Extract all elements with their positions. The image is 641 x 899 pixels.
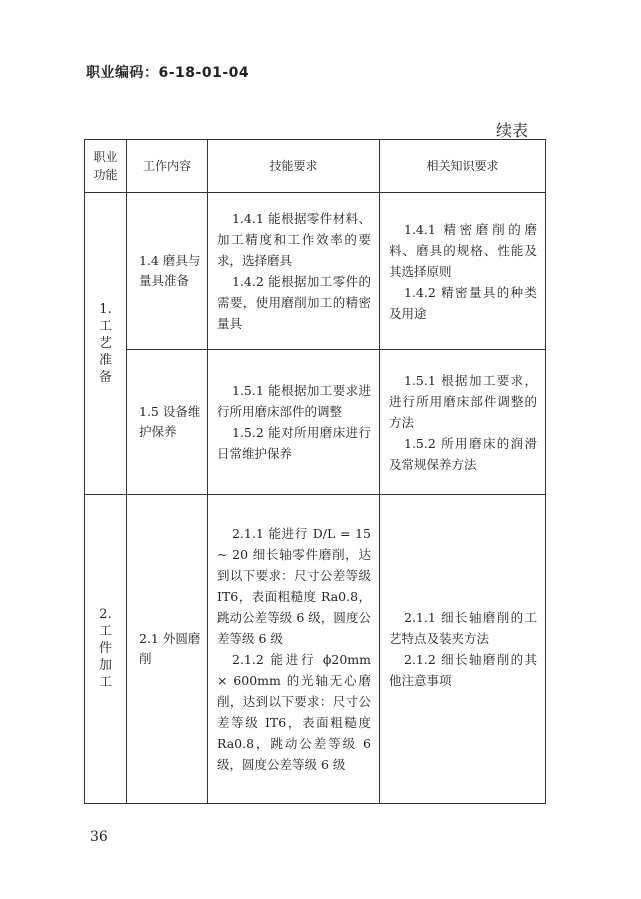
knowledge-item: 1.5.2 所用磨床的润滑及常规保养方法 <box>389 435 537 472</box>
skill-cell <box>208 350 380 495</box>
skill-requirements-table <box>84 139 546 804</box>
page-number: 36 <box>90 829 108 845</box>
header-work-content: 工作内容 <box>127 140 208 193</box>
function-cell-1 <box>85 193 127 495</box>
function-cell-2 <box>85 495 127 804</box>
header-skill-requirements: 技能要求 <box>208 140 380 193</box>
skill-item: 1.5.2 能对所用磨床进行日常维护保养 <box>217 425 371 461</box>
table-row <box>85 495 546 804</box>
function-number: 2. <box>99 607 112 622</box>
header-function: 职业 功能 <box>85 140 127 193</box>
table-header-row <box>85 140 546 193</box>
knowledge-cell <box>380 495 546 804</box>
knowledge-item: 1.5.1 根据加工要求，进行所用磨床部件调整的方法 <box>389 372 537 430</box>
knowledge-item: 2.1.1 细长轴磨削的工艺特点及装夹方法 <box>389 610 537 646</box>
skill-cell <box>208 193 380 350</box>
work-content-cell: 2.1 外圆磨削 <box>127 495 208 804</box>
table-row <box>85 350 546 495</box>
skill-item: 1.4.1 能根据零件材料、加工精度和工作效率的要求，选择磨具 <box>217 211 371 268</box>
work-content-cell: 1.4 磨具与量具准备 <box>127 193 208 350</box>
occupation-code: 职业编码：6-18-01-04 <box>86 65 250 81</box>
table-row <box>85 193 546 350</box>
work-content-cell: 1.5 设备维护保养 <box>127 350 208 495</box>
skill-item: 2.1.1 能进行 D/L = 15 ~ 20 细长轴零件磨削，达到以下要求：尺寸公差等级 IT6，表面粗糙度 Ra0.8，跳动公差等级 6 级，圆度公差等级 6 级 <box>217 526 371 646</box>
continued-label: 续表 <box>496 121 529 140</box>
knowledge-cell <box>380 193 546 350</box>
skill-cell <box>208 495 380 804</box>
function-name: 工件加工 <box>98 624 112 690</box>
knowledge-item: 1.4.1 精密磨削的磨料、磨具的规格、性能及其选择原则 <box>389 221 537 279</box>
knowledge-item: 1.4.2 精密量具的种类及用途 <box>389 284 537 321</box>
skill-item: 1.4.2 能根据加工零件的需要，使用磨削加工的精密量具 <box>217 274 371 331</box>
skill-item: 2.1.2 能进行 ϕ20mm × 600mm 的光轴无心磨削，达到以下要求：尺寸公差等级 IT6，表面粗糙度 Ra0.8，跳动公差等级 6 级，圆度公差等级 6 级 <box>217 652 371 772</box>
function-name: 工艺准备 <box>98 318 112 385</box>
knowledge-item: 2.1.2 细长轴磨削的其他注意事项 <box>389 652 537 688</box>
skill-item: 1.5.1 能根据加工要求进行所用磨床部件的调整 <box>217 383 371 419</box>
function-number: 1. <box>99 301 112 317</box>
knowledge-cell <box>380 350 546 495</box>
header-knowledge-requirements: 相关知识要求 <box>380 140 546 193</box>
